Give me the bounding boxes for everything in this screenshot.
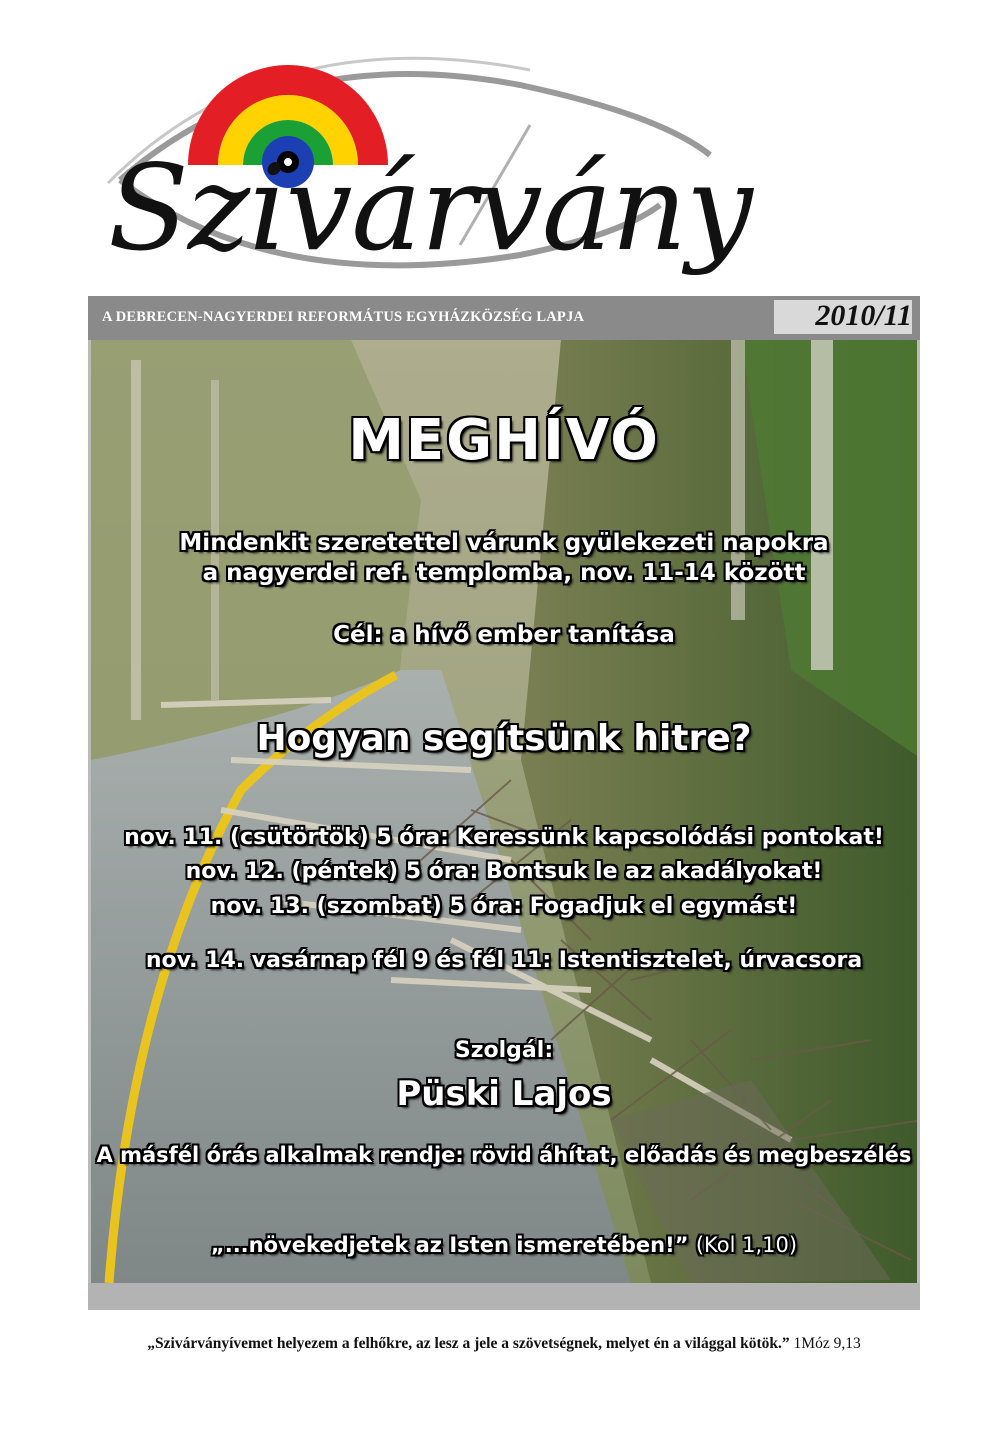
goal-line: Cél: a hívő ember tanítása — [333, 622, 675, 648]
header-band — [88, 296, 920, 340]
schedule-item-2: nov. 12. (péntek) 5 óra: Bontsuk le az akadályokat! — [185, 859, 823, 884]
forest-road-illustration — [91, 340, 920, 1283]
sunday-service: nov. 14. vasárnap fél 9 és fél 11: Istentisztelet, úrvacsora — [145, 948, 863, 973]
schedule-item-3: nov. 13. (szombat) 5 óra: Fogadjuk el egymást! — [210, 894, 798, 919]
verse-reference: (Kol 1,10) — [695, 1233, 798, 1257]
magazine-title: Szivárvány — [108, 139, 752, 277]
footer-quote-line — [0, 1335, 1008, 1353]
footer-quote: „Szivárványívemet helyezem a felhőkre, az lesz a jele a szövetségnek, melyet én a világgal kötök.” — [147, 1335, 790, 1352]
verse-text: „...növekedjetek az Isten ismeretében!” — [210, 1233, 689, 1257]
cover-photo — [88, 340, 920, 1283]
intro-line-2: a nagyerdei ref. templomba, nov. 11-14 között — [202, 560, 806, 586]
serves-label: Szolgál: — [454, 1038, 554, 1063]
intro-line-1: Mindenkit szeretettel várunk gyülekezeti napokra — [179, 530, 829, 556]
verse-line — [91, 1233, 917, 1257]
publisher-subtitle: A DEBRECEN-NAGYERDEI REFORMÁTUS EGYHÁZKÖZSÉG LAPJA — [102, 309, 585, 325]
theme-title: Hogyan segítsünk hitre? — [256, 718, 752, 759]
format-note: A másfél órás alkalmak rendje: rövid áhítat, előadás és megbeszélés — [96, 1143, 912, 1167]
bottom-band — [88, 1283, 920, 1310]
invitation-heading: MEGHÍVÓ — [348, 408, 660, 473]
speaker-name: Püski Lajos — [396, 1074, 612, 1114]
footer-reference: 1Móz 9,13 — [793, 1335, 861, 1352]
issue-number: 2010/11 — [815, 299, 912, 332]
schedule-item-1: nov. 11. (csütörtök) 5 óra: Keressünk kapcsolódási pontokat! — [124, 825, 884, 850]
